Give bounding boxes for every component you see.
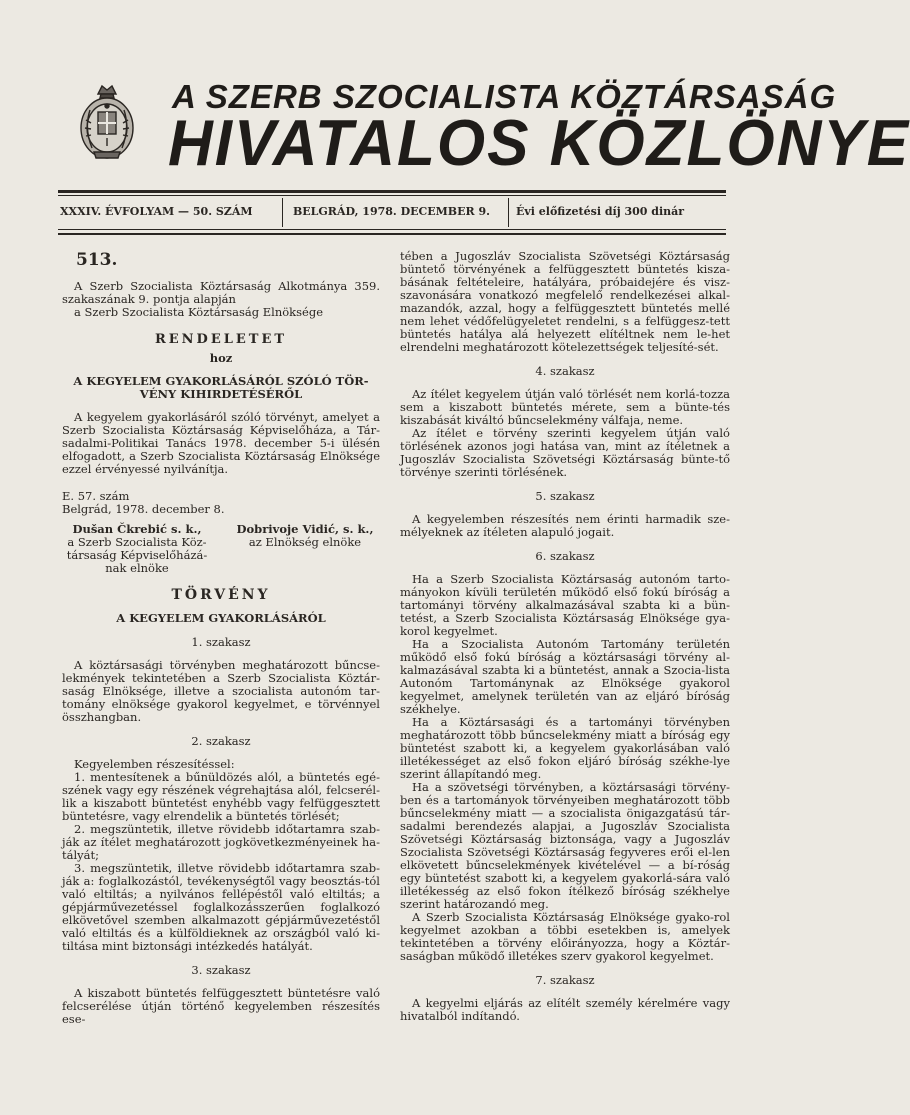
decree-heading: RENDELETET [154, 332, 288, 347]
law-title: A KEGYELEM GYAKORLÁSÁRÓL [116, 611, 326, 625]
section-text: A Szerb Szocialista Köztársaság Elnöksége gyako-rol kegyelmet azokban a többi esetekben is, amelyek tekintetében a törvény előirányozza, hogy a Köztár-saságban működő illetékes szerv gyakorol kegyelmet. [400, 910, 730, 963]
section-text: Ha a Szocialista Autonóm Tartomány területén működő első fokú bíróság a köztársasági törvény al-kalmazásával szabta ki a büntetést, annak a Szocia-lista Autonóm Tartománynak az Elnöksége gyakorol kegyelmet, amelynek területén van az eljáró bíróság székhelye. [400, 637, 730, 716]
signatures [62, 523, 380, 575]
section-text: Ha a szövetségi törvényben, a köztársasági törvény-ben és a tartományok törvényeiben meghatározott több bűncselekmény miatt — a szocialista önigazgatású tár-sadalmi berendezés alapjai, a Jugoszláv Szocialista Szövetségi Köztársaság biztonsága, vagy a Jugoszláv Szocialista Szövetségi Köztársaság fegyveres erői el-len elkövetett bűncselekmények kivételével — a bí-róság egy büntetést szabott ki, a kegyelem gyakorlá-sára való illetékesség az első fokon ítélkező bíróság székhelye szerint határozandó meg. [400, 780, 730, 911]
signature-name: Dušan Čkrebić s. k., [72, 522, 202, 536]
law-heading: TÖRVÉNY [171, 587, 271, 603]
signature-assembly-president [62, 523, 212, 575]
decree-body: A kegyelem gyakorlásáról szóló törvényt, amelyet a Szerb Szocialista Köztársaság Képviselőháza, a Tár-sadalmi-Politikai Tanács 1978. december 5-i ülésén elfogadott, a Szerb Szocialista Köztársaság Elnöksége ezzel érvényessé nyilvánítja. [62, 410, 380, 476]
coat-of-arms-emblem [76, 80, 138, 164]
section-title: 3. szakasz [191, 963, 251, 977]
section-text: Az ítélet e törvény szerinti kegyelem útján való törlésének azonos jogi hatása van, mint az ítéletnek a Jugoszláv Szocialista Szövetségi Köztársaság bünte-tő törvénye szerinti törlésének. [400, 426, 730, 479]
section-text: A kegyelmi eljárás az elítélt személy kérelmére vagy hivatalból indítandó. [400, 996, 730, 1023]
section-text: Ha a Köztársasági és a tartományi törvényben meghatározott több bűncselekmény miatt a bíróság egy büntetést szabott ki, a kegyelem gyakorlásában való illetékességet az első fokon eljáró bíróság székhe-lye szerint állapítandó meg. [400, 715, 730, 781]
signature-role: a Szerb Szocialista Köz-társaság Képviselőházá-nak elnöke [66, 535, 208, 575]
header-separator [508, 198, 509, 227]
decree-title: A KEGYELEM GYAKORLÁSÁRÓL SZÓLÓ TÖR-VÉNY KIHIRDETÉSÉRŐL [73, 374, 369, 401]
section-text: Ha a Szerb Szocialista Köztársaság autonóm tarto-mányokon kívüli területén működő első fokú bíróság a tartományi törvény alkalmazásával szabta ki a bün-tetést, a Szerb Szocialista Köztársaság Elnöksége gya-korol kegyelmet. [400, 572, 730, 638]
signature-name: Dobrivoje Vidić, s. k., [236, 522, 374, 536]
section-text: A köztársasági törvényben meghatározott bűncse-lekmények tekintetében a Szerb Szocialista Köztár-saság Elnöksége, illetve a szocialista autonóm tar-tomány elnöksége gyakorol kegyelmet, e törvénnyel összhangban. [62, 658, 380, 724]
intro-issuer: a Szerb Szocialista Köztársaság Elnöksége [74, 305, 324, 319]
masthead-line1: A SZERB SZOCIALISTA KÖZTÁRSASÁG [172, 78, 837, 115]
section-text: 3. megszüntetik, illetve rövidebb időtartamra szab-ják a: foglalkozástól, tevékenységtől vagy beosztás-tól való eltiltás; a nyilvános fellépéstől való eltiltás; a gépjárművezetéssel foglalkozásszerűen foglalkozó elkövetővel szemben alkalmazott gépjárművezetéstől való eltiltás és a külföldieknek az országból való ki-tiltása mint biztonsági intézkedés hatályát. [62, 861, 380, 953]
right-column [400, 250, 730, 1023]
section-title: 5. szakasz [535, 489, 595, 503]
section-title: 2. szakasz [191, 734, 251, 748]
section-title: 4. szakasz [535, 364, 595, 378]
header-rule-top-thin [58, 195, 726, 196]
item-number: 513. [76, 250, 118, 270]
header-rule-bottom [58, 229, 726, 230]
signature-role: az Elnökség elnöke [248, 535, 362, 549]
subscription-price: Évi előfizetési díj 300 dinár [516, 205, 685, 218]
masthead-title: HIVATALOS KÖZLÖNYE [168, 107, 910, 180]
decree-heading-suffix: hoz [209, 351, 233, 365]
section-text: 1. mentesítenek a bűnüldözés alól, a büntetés egé-szének vagy egy részének végrehajtása alól, felcserél-lik a kiszabott büntetést enyhébb vagy felfüggesztett büntetésre, vagy elrendelik a büntetés törlését; [62, 770, 380, 823]
reference-number: E. 57. szám [62, 489, 130, 503]
header-separator [282, 198, 283, 227]
section-text: Az ítélet kegyelem útján való törlését nem korlá-tozza sem a kiszabott büntetés mérete, sem a bünte-tés kiszabását kiváltó bűncselekmény válfaja, neme. [400, 387, 730, 427]
section-text: 2. megszüntetik, illetve rövidebb időtartamra szab-ják az ítélet meghatározott jogkövetkezményeinek ha-tályát; [62, 822, 380, 862]
section-title: 7. szakasz [535, 973, 595, 987]
section-title: 6. szakasz [535, 549, 595, 563]
header-rule-bottom-thick [58, 233, 726, 235]
section-text: A kiszabott büntetés felfüggesztett büntetésre való felcserélése útján történő kegyelemben részesítés ese- [62, 986, 380, 1026]
intro-text: A Szerb Szocialista Köztársaság Alkotmánya 359. szakaszának 9. pontja alapján [62, 279, 380, 306]
issue-date: BELGRÁD, 1978. DECEMBER 9. [293, 205, 490, 218]
reference-date: Belgrád, 1978. december 8. [62, 502, 225, 516]
signature-presidency-president [230, 523, 380, 575]
volume-number: XXXIV. ÉVFOLYAM — 50. SZÁM [60, 205, 253, 218]
section-text: A kegyelemben részesítés nem érinti harmadik sze-mélyeknek az ítéleten alapuló jogait. [400, 512, 730, 539]
section-text: Kegyelemben részesítéssel: [74, 757, 235, 771]
section-title: 1. szakasz [191, 635, 251, 649]
left-column [62, 250, 380, 1026]
section-text: tében a Jugoszláv Szocialista Szövetségi Köztársaság büntető törvényének a felfüggesztett büntetés kisza-básának feltételeire, hatályára, próbaidejére és visz-szavonására vonatkozó megfelelő rendelkezései alkal-mazandók, azzal, hogy a felfüggesztett büntetés mellé nem lehet védőfelügyeletet rendelni, s a felfüggesz-tett büntetés hatálya alá helyezett elítéltnek nem le-het elrendelni meghatározott kötelezettségek teljesíté-sét. [400, 249, 730, 354]
header-rule-top [58, 190, 726, 193]
